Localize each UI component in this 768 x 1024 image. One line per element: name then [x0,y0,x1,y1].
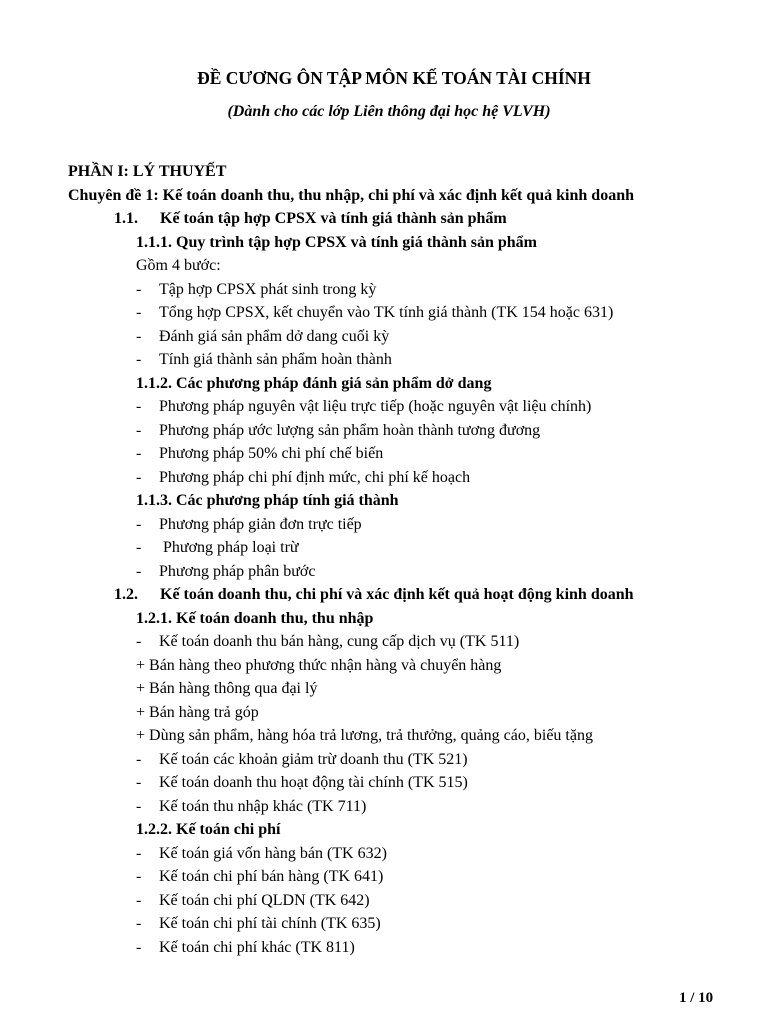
list-item [0,301,768,325]
list-item-text: Phương pháp chi phí định mức, chi phí kế hoạch [159,468,471,486]
list-item [0,560,768,584]
list-item-text: Kế toán doanh thu hoạt động tài chính (TK 515) [159,774,468,791]
list-item [0,513,768,537]
subsection-1-1-1-heading: 1.1.1. Quy trình tập hợp CPSX và tính giá thành sản phẩm [136,233,537,251]
part-heading: PHẦN I: LÝ THUYẾT [68,163,227,180]
dash-marker: - [136,327,142,345]
dash-marker: - [136,468,142,486]
list-item-text: Phương pháp 50% chi phí chế biến [159,445,384,462]
list-item [0,889,768,913]
section-number: 1.1. [114,210,138,227]
list-item-text: Kế toán doanh thu bán hàng, cung cấp dịch vụ (TK 511) [159,633,520,650]
list-item-text: Tổng hợp CPSX, kết chuyển vào TK tính giá thành (TK 154 hoặc 631) [159,304,614,321]
list-item [0,325,768,349]
sub-list-item: + Bán hàng trả góp [136,703,259,721]
dash-marker: - [136,421,142,439]
subsection-1-2-2-heading: 1.2.2. Kế toán chi phí [136,821,281,838]
sub-list-item: + Dùng sản phẩm, hàng hóa trả lương, trả thưởng, quảng cáo, biếu tặng [136,727,593,744]
list-item [0,748,768,772]
list-item [0,795,768,819]
dash-marker: - [136,562,142,580]
list-item-text: Phương pháp giản đơn trực tiếp [159,515,362,533]
list-item-text: Đánh giá sản phẩm dở dang cuối kỳ [159,327,390,345]
list-item-text: Tính giá thành sản phẩm hoàn thành [159,351,392,368]
dash-marker: - [136,891,142,909]
list-item-text: Kế toán chi phí khác (TK 811) [159,938,355,956]
subsection-intro: Gồm 4 bước: [136,257,221,274]
list-item-text: Kế toán các khoản giảm trừ doanh thu (TK 521) [159,750,468,768]
list-item-text: Phương pháp loại trừ [159,539,299,556]
list-item [0,771,768,795]
list-item [0,466,768,490]
subsection-1-2-1-heading: 1.2.1. Kế toán doanh thu, thu nhập [136,609,374,627]
list-item [0,348,768,372]
list-item [0,395,768,419]
list-item-text: Phương pháp phân bước [159,562,316,580]
list-item [0,865,768,889]
list-item-text: Kế toán chi phí bán hàng (TK 641) [159,868,384,885]
section-title: Kế toán doanh thu, chi phí và xác định kết quả hoạt động kinh doanh [160,586,634,603]
dash-marker: - [136,797,142,815]
document-subtitle: (Dành cho các lớp Liên thông đại học hệ VLVH) [227,103,551,120]
sub-list-item: + Bán hàng theo phương thức nhận hàng và chuyển hàng [136,656,502,674]
dash-marker: - [136,868,142,885]
dash-marker: - [136,280,142,298]
dash-marker: - [136,539,142,556]
list-item [0,536,768,560]
dash-marker: - [136,915,142,932]
dash-marker: - [136,938,142,956]
list-item-text: Phương pháp ước lượng sản phẩm hoàn thành tương đương [159,421,541,439]
subsection-1-1-3-heading: 1.1.3. Các phương pháp tính giá thành [136,492,399,509]
dash-marker: - [136,398,142,415]
section-1-2-heading [0,583,768,607]
list-item-text: Kế toán giá vốn hàng bán (TK 632) [159,844,387,862]
dash-marker: - [136,304,142,321]
dash-marker: - [136,774,142,791]
subsection-1-1-2-heading: 1.1.2. Các phương pháp đánh giá sản phẩm dở dang [136,374,492,392]
list-item [0,912,768,936]
dash-marker: - [136,515,142,533]
section-number: 1.2. [114,586,138,603]
list-item-text: Kế toán chi phí QLDN (TK 642) [159,891,370,909]
list-item-text: Kế toán chi phí tài chính (TK 635) [159,915,381,932]
page-number: 1 / 10 [679,990,714,1006]
list-item-text: Kế toán thu nhập khác (TK 711) [159,797,367,815]
list-item [0,442,768,466]
list-item-text: Tập hợp CPSX phát sinh trong kỳ [159,280,377,298]
sub-list-item: + Bán hàng thông qua đại lý [136,680,318,697]
dash-marker: - [136,750,142,768]
list-item [0,419,768,443]
dash-marker: - [136,633,142,650]
document-title: ĐỀ CƯƠNG ÔN TẬP MÔN KẾ TOÁN TÀI CHÍNH [197,68,591,88]
dash-marker: - [136,351,142,368]
list-item [0,278,768,302]
list-item-text: Phương pháp nguyên vật liệu trực tiếp (hoặc nguyên vật liệu chính) [159,398,592,415]
list-item [0,842,768,866]
dash-marker: - [136,445,142,462]
list-item [0,936,768,960]
section-title: Kế toán tập hợp CPSX và tính giá thành sản phẩm [160,210,507,227]
section-1-1-heading [0,207,768,231]
document-body [0,160,768,959]
list-item [0,630,768,654]
dash-marker: - [136,844,142,862]
topic-heading: Chuyên đề 1: Kế toán doanh thu, thu nhập, chi phí và xác định kết quả kinh doanh [68,186,634,204]
